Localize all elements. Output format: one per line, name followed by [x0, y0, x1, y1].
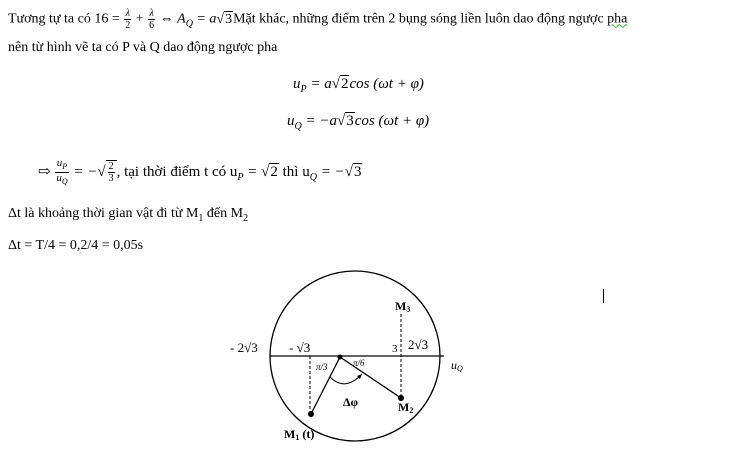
delta-phi-arc — [330, 374, 362, 384]
label-delta-phi: Δφ — [343, 395, 359, 409]
radius-m2 — [340, 357, 401, 398]
label-neg-sqrt3: - √3 — [289, 340, 311, 355]
label-uq: uQ — [451, 358, 463, 373]
fraction-up-uq: $\frac{u_P}{u_Q}$ — [56, 157, 68, 187]
label-pi-6: π/6 — [353, 358, 365, 368]
equation-uq: $u_Q = -a√3\cos$ (ωt + φ) — [287, 113, 430, 132]
center-point — [338, 355, 343, 360]
line1-rest-wavy: pha — [607, 11, 628, 27]
paragraph-line-3: ⇨ $\frac{u_P}{u_Q}$ = −√ $\frac{2}{3}$ , tại thời điểm t có $u_P = √2$ thì $u_Q = -√3$ — [38, 157, 362, 187]
line1-rest: Mặt khác, những điểm trên 2 bụng sóng liền luôn dao động ngược — [233, 11, 608, 27]
implies-arrow-icon: ⇨ — [38, 164, 51, 181]
label-2-sqrt3: 2√3 — [408, 337, 429, 352]
paragraph-line-2: nên từ hình vẽ ta có P và Q dao động ngược pha — [8, 40, 278, 55]
fraction-lambda-6: $\frac{\lambda}{6}$ — [149, 8, 155, 31]
label-neg-2-sqrt3: - 2√3 — [230, 340, 258, 355]
equation-up: $u_P = a√2\cos$ (ωt + φ) — [293, 76, 424, 95]
label-pi-3: π/3 — [316, 362, 328, 372]
sqrt-3: √3 — [216, 11, 233, 27]
point-m1 — [308, 411, 314, 417]
paragraph-line-1: Tương tự ta có 16 = $\frac{\lambda}{2}$ + $\frac{\lambda}{6}$ ⇔ $A_Q$ = a√3Mặt khác, những điểm trên 2 bụng sóng liền luôn dao động ngược pha — [8, 8, 628, 31]
sqrt-fraction: √ $\frac{2}{3}$ — [97, 160, 116, 184]
line1-intro: Tương tự ta có 16 = — [8, 11, 124, 27]
fraction-lambda-2: $\frac{\lambda}{2}$ — [125, 8, 131, 31]
paragraph-line-4: Δt là khoảng thời gian vật đi từ $M_1$ đến $M_2$ — [8, 206, 249, 224]
label-m3: M3 — [395, 299, 411, 314]
label-3: 3 — [392, 343, 398, 355]
label-m2: M2 — [398, 400, 414, 415]
paragraph-line-5: Δt = T/4 = 0,2/4 = 0,05s — [8, 238, 144, 253]
label-m1: M1 (t) — [284, 427, 315, 442]
